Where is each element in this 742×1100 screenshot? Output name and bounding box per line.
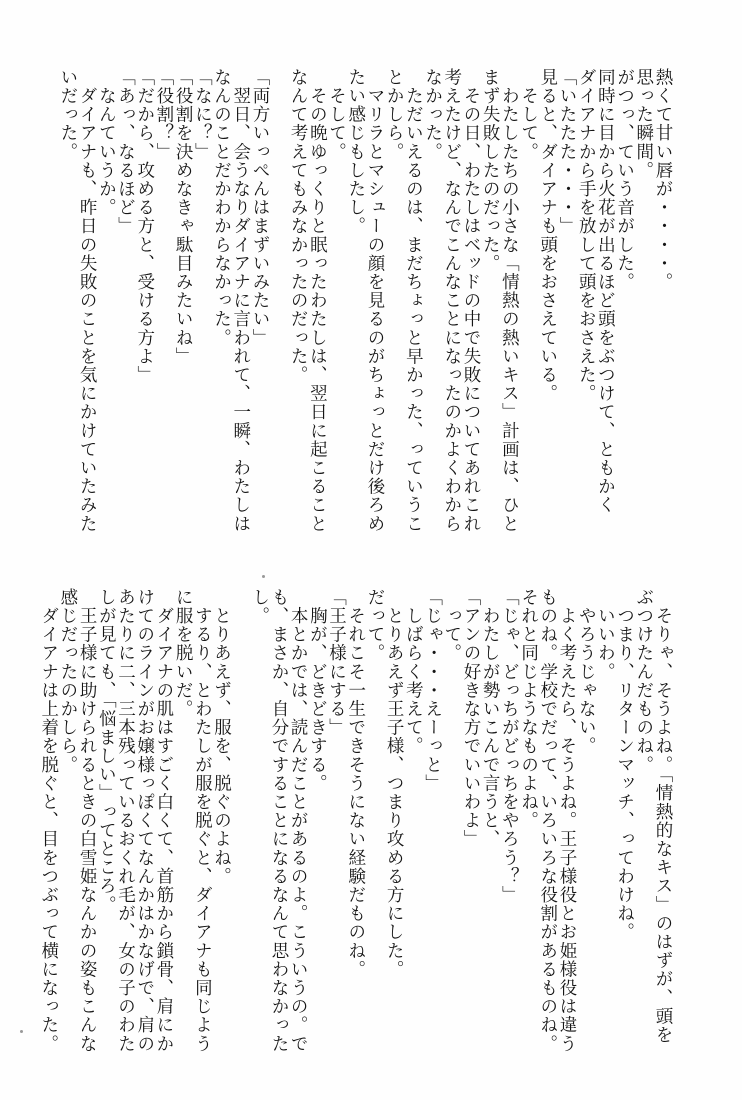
section-gap	[231, 588, 250, 1038]
scan-speck	[262, 575, 265, 578]
text-line: 考えたけど、なんでこんなことになったのかよくわから	[441, 68, 462, 533]
text-line: 思った瞬間。	[633, 68, 654, 180]
text-line: そして。	[326, 68, 347, 161]
text-line: 「なに？」	[192, 68, 213, 161]
scan-speck	[20, 1030, 23, 1033]
text-line: 本とかでは、読んだことがあるのよ。こういうの。で	[288, 588, 309, 1053]
text-line: 翌日、会うなりダイアナに言われて、一瞬、わたしは	[230, 68, 251, 533]
text-line: 「役割を決めなきゃ駄目みたいね」	[173, 68, 194, 366]
text-line: し。	[249, 588, 270, 626]
text-line: ダイアナから手を放して頭をおさえた。	[576, 68, 597, 403]
text-line: わたしたちの小さな「情熱の熱いキス」計画は、ひと	[499, 68, 520, 533]
text-line: そりゃ、そうよね。「情熱的なキス」のはずが、頭を	[653, 588, 673, 1045]
text-line: なかった。	[422, 68, 443, 161]
text-line: 「いたたた・・・」	[556, 68, 577, 236]
text-line: 熱くて甘い唇が・・・・。	[653, 68, 673, 292]
text-line: いだった。	[57, 68, 78, 161]
text-line: わたしが勢いこんで言うと、	[480, 588, 501, 849]
text-line: に服を脱いだ。	[173, 588, 194, 719]
text-line: ダイアナは上着を脱ぐと、目をつぶって横になった。	[38, 588, 59, 1053]
text-block-top	[57, 68, 673, 538]
text-line: その日、わたしはベッドの中で失敗についてあれこれ	[460, 68, 481, 533]
text-line: も、まさか、自分ですることになるなんて思わなかった	[268, 588, 289, 1053]
text-line: つまり、リターンマッチ、ってわけね。	[614, 588, 635, 942]
text-line: 「アンの好きな方でいいわよ」	[460, 588, 481, 849]
text-line: その晩ゆっくりと眠ったわたしは、翌日に起こること	[307, 68, 328, 533]
text-line: 「王子様にする」	[326, 588, 347, 737]
text-line: それと同じようなものよね。	[518, 588, 539, 830]
text-line: なんのことだかわからなかった。	[211, 68, 232, 347]
text-line: とりあえず、服を、脱ぐのよね。	[211, 588, 232, 886]
text-line: 見ると、ダイアナも頭をおさえている。	[537, 68, 558, 403]
text-line: しばらく考えて。	[403, 588, 424, 756]
text-line: 同時に目から火花が出るほど頭をぶつけて、ともかく	[595, 68, 616, 515]
text-line: それこそ一生できそうにない経験だものね。	[345, 588, 366, 979]
text-line: 「あっ、なるほど」	[115, 68, 136, 236]
text-line: 「役割？」	[153, 68, 174, 161]
text-line: 胸が、どきどきする。	[307, 588, 328, 793]
paragraph-group-bottom-2	[38, 588, 232, 1053]
text-line: ただいえるのは、まだちょっと早かった、っていうこ	[403, 68, 424, 533]
text-line: そして。	[518, 68, 539, 161]
text-line: だって。	[364, 588, 385, 663]
text-line: 「じゃ、どっちがどっちをやろう？」	[499, 588, 520, 905]
text-line: って。	[441, 588, 462, 663]
text-line: とかしら。	[384, 68, 405, 161]
text-line: 感じだったのかしら。	[57, 588, 78, 774]
paragraph-group-top-2	[58, 68, 269, 538]
text-line: あたりに二、三本残っているおくれ毛が、女の子のわた	[115, 588, 136, 1053]
text-line: いいわ。	[595, 588, 616, 681]
text-line: するり、とわたしが服を脱ぐと、ダイアナも同じよう	[192, 588, 213, 1053]
text-line: なんて考えてもみなかったのだった。	[288, 68, 309, 385]
text-line: ものね。学校でだって、いろいろな役割があるものね。	[537, 588, 558, 1053]
text-line: ダイアナの肌はすごく白くて、首筋から鎖骨、肩にか	[153, 588, 174, 1053]
text-line: たい感じもしたし。	[345, 68, 366, 236]
text-line: ぶつけたんだものね。	[633, 588, 654, 774]
text-line: なんていうか。	[96, 68, 117, 217]
text-line: 「だから、攻める方と、受ける方よ」	[134, 68, 155, 385]
text-line: 「両方いっぺんはまずいみたい」	[249, 68, 270, 347]
text-line: マリラとマシューの顔を見るのがちょっとだけ後ろめ	[364, 68, 385, 533]
text-line: まず失敗したのだった。	[480, 68, 501, 273]
text-line: しが見ても、「悩ましい」ってところ。	[96, 588, 117, 915]
text-line: けてのラインがお嬢様っぽくてなんかはかなげで、肩の	[134, 588, 155, 1053]
text-line: 王子様に助けられるときの白雪姫なんかの姿もこんな	[77, 588, 98, 1053]
text-line: ダイアナも、昨日の失敗のことを気にかけていたみた	[77, 68, 98, 533]
text-line: 「じゃ・・・えーっと」	[422, 588, 443, 793]
section-gap	[269, 68, 288, 538]
text-line: がつっ、ていう音がした。	[614, 68, 635, 292]
text-line: とりあえず王子様、つまり攻める方にした。	[384, 588, 405, 979]
paragraph-group-top-1	[288, 68, 672, 538]
paragraph-group-bottom-1	[249, 588, 673, 1053]
text-line: よく考えたら、そうよね。王子様役とお姫様役は違う	[556, 588, 577, 1053]
text-line: やろうじゃない。	[576, 588, 597, 756]
text-block-bottom	[38, 588, 673, 1053]
